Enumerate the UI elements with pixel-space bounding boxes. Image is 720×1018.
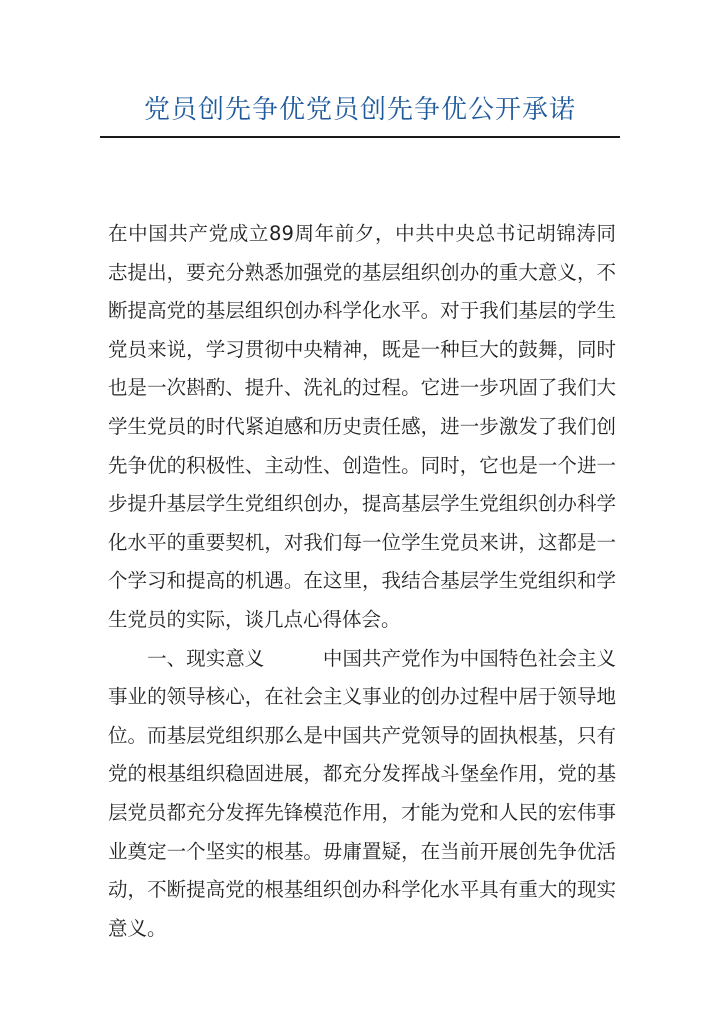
document-title: 党员创先争优党员创先争优公开承诺 [143,95,576,125]
document-body [108,215,616,948]
paragraph-section-one: 一、现实意义 中国共产党作为中国特色社会主义事业的领导核心，在社会主义事业的创办过程中居于领导地位。而基层党组织那么是中国共产党领导的固执根基，只有党的根基组织稳固进展，都充分发挥战斗堡垒作用，党的基层党员都充分发挥先锋模范作用，才能为党和人民的宏伟事业奠定一个坚实的根基。毋庸置疑，在当前开展创先争优活动，不断提高党的根基组织创办科学化水平具有重大的现实意义。 [108,646,616,940]
title-underline [100,136,620,138]
paragraph-intro: 在中国共产党成立89周年前夕，中共中央总书记胡锦涛同志提出，要充分熟悉加强党的基层组织创办的重大意义，不断提高党的基层组织创办科学化水平。对于我们基层的学生党员来说，学习贯彻中央精神，既是一种巨大的鼓舞，同时也是一次斟酌、提升、洗礼的过程。它进一步巩固了我们大学生党员的时代紧迫感和历史责任感，进一步激发了我们创先争优的积极性、主动性、创造性。同时，它也是一个进一步提升基层学生党组织创办，提高基层学生党组织创办科学化水平的重要契机，对我们每一位学生党员来讲，这都是一个学习和提高的机遇。在这里，我结合基层学生党组织和学生党员的实际，谈几点心得体会。 [108,222,616,631]
